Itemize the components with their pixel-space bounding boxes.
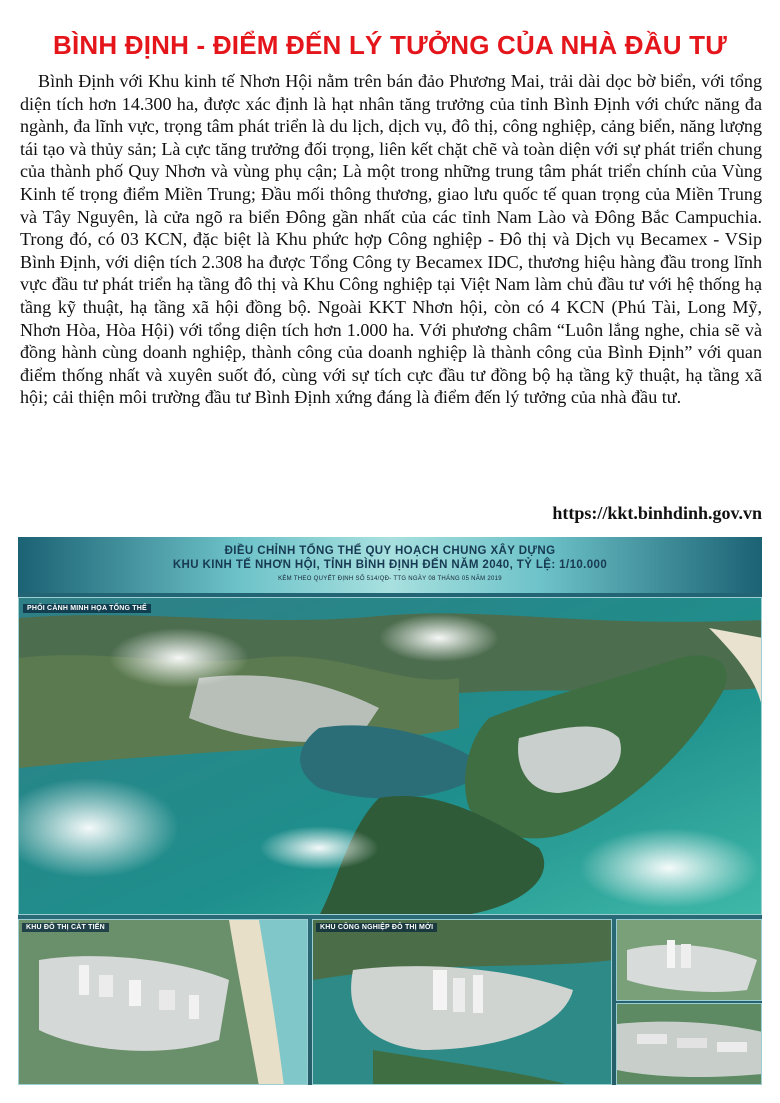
planning-poster (18, 537, 762, 1085)
poster-decision-note: KÈM THEO QUYẾT ĐỊNH SỐ 514/QĐ- TTG NGÀY 08 THÁNG 05 NĂM 2019 (278, 576, 502, 582)
detail-view-image-1 (616, 919, 762, 1001)
poster-title-line1: ĐIỀU CHỈNH TỔNG THỂ QUY HOẠCH CHUNG XÂY DỰNG (224, 545, 556, 557)
thumb1-label: KHU ĐÔ THỊ CÁT TIẾN (22, 923, 109, 932)
body-paragraph: Bình Định với Khu kinh tế Nhơn Hội nằm trên bán đảo Phương Mai, trải dài dọc bờ biển, với tổng diện tích hơn 14.300 ha, được xác định là hạt nhân tăng trưởng của tỉnh Bình Định với chức năng đa ngành, đa lĩnh vực, trọng tâm phát triển là du lịch, dịch vụ, đô thị, công nghiệp, cảng biển, năng lượng tái tạo và thủy sản; Là cực tăng trưởng đối trọng, liên kết chặt chẽ và toàn diện với sự phát triển chung của thành phố Quy Nhơn và vùng phụ cận; Là một trong những trung tâm phát triển chính của Vùng Kinh tế trọng điểm Miền Trung; Đầu mối thông thương, giao lưu quốc tế quan trọng của Miền Trung và Tây Nguyên, là cửa ngõ ra biển Đông gần nhất của các tỉnh Nam Lào và Đông Bắc Campuchia. Trong đó, có 03 KCN, đặc biệt là Khu phức hợp Công nghiệp - Đô thị và Dịch vụ Becamex - VSip Bình Định, với diện tích 2.308 ha được Tổng Công ty Becamex IDC, thương hiệu hàng đầu trong lĩnh vực đầu tư phát triển hạ tầng đô thị và Khu Công nghiệp tại Việt Nam làm chủ đầu tư với hệ thống hạ tầng kỹ thuật, hạ tầng xã hội đồng bộ. Ngoài KKT Nhơn hội, còn có 4 KCN (Phú Tài, Long Mỹ, Nhơn Hòa, Hòa Hội) với tổng diện tích hơn 1.000 ha. Với phương châm “Luôn lắng nghe, chia sẽ và đồng hành cùng doanh nghiệp, thành công của doanh nghiệp là thành công của Bình Định” với quan điểm thống nhất và xuyên suốt đó, cùng với sự tích cực đầu tư đồng bộ hạ tầng kỹ thuật, hạ tầng xã hội; cải thiện môi trường đầu tư Bình Định xứng đáng là điểm đến lý tưởng của nhà đầu tư. (20, 71, 762, 408)
main-image-label: PHỐI CẢNH MINH HỌA TỔNG THỂ (23, 604, 151, 613)
cat-tien-urban-image (18, 919, 308, 1085)
detail-view-image-2 (616, 1003, 762, 1085)
poster-banner (18, 537, 762, 593)
thumb2-label: KHU CÔNG NGHIỆP ĐÔ THỊ MỚI (316, 923, 437, 932)
poster-title-line2: KHU KINH TẾ NHƠN HỘI, TỈNH BÌNH ĐỊNH ĐẾN NĂM 2040, TỶ LỆ: 1/10.000 (172, 559, 608, 571)
new-urban-industrial-image (312, 919, 612, 1085)
page-title: BÌNH ĐỊNH - ĐIỂM ĐẾN LÝ TƯỞNG CỦA NHÀ ĐẦU TƯ (52, 30, 728, 60)
source-link[interactable]: https://kkt.binhdinh.gov.vn (552, 503, 762, 523)
aerial-perspective-image (18, 597, 762, 915)
